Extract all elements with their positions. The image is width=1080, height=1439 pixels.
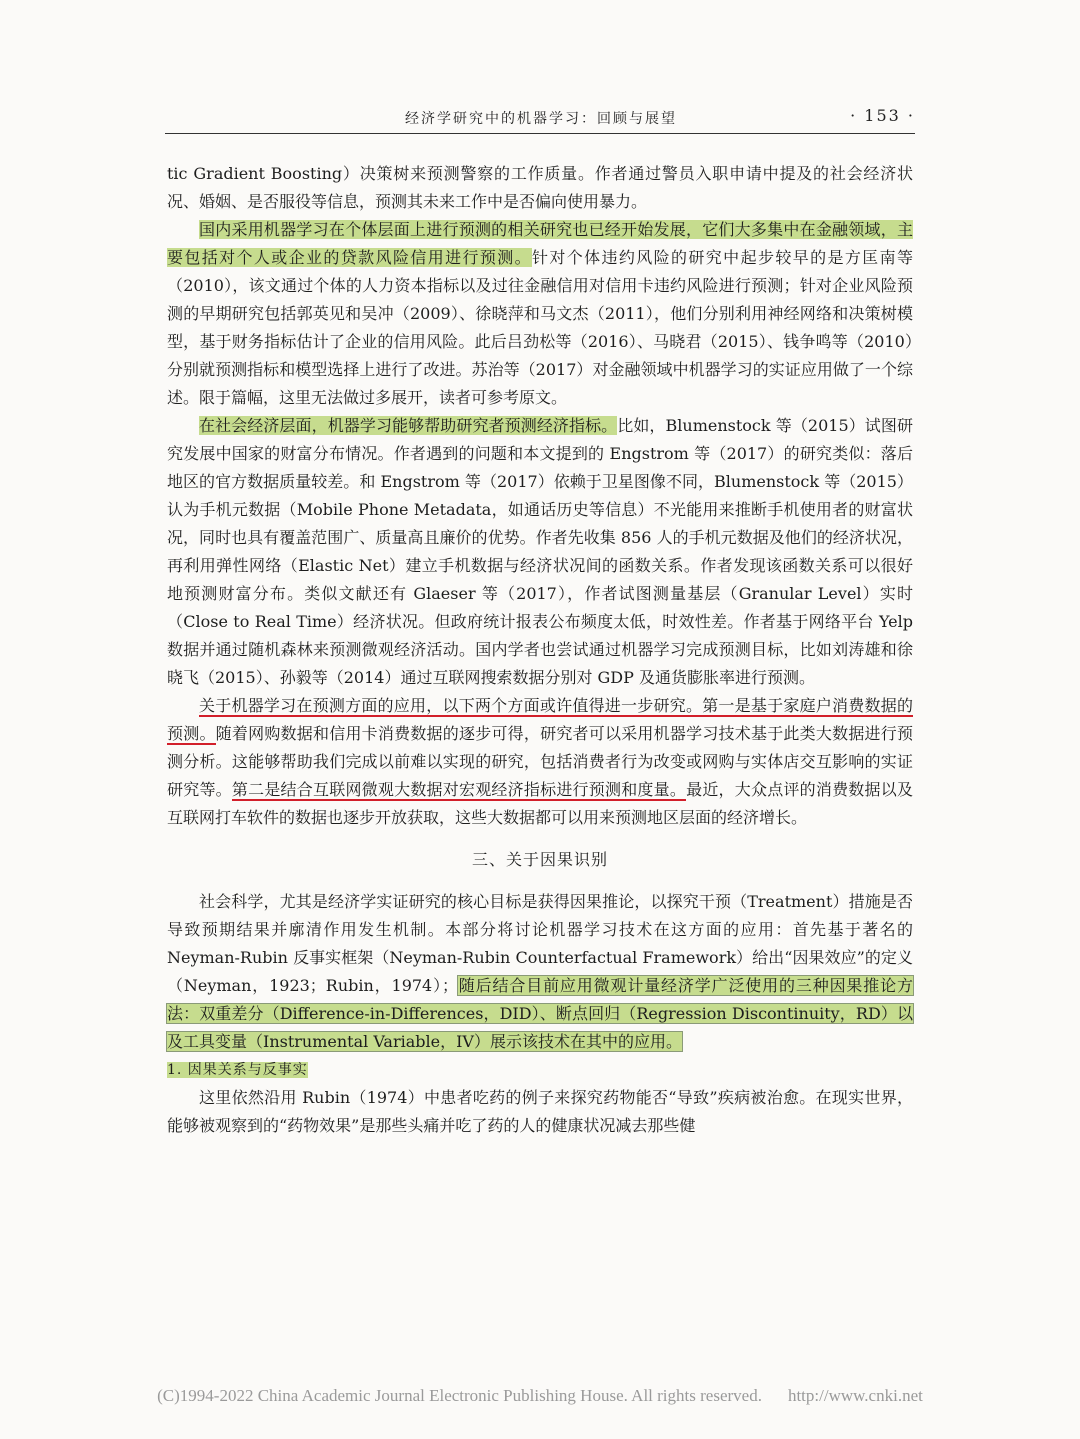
paragraph-text: 这里依然沿用 Rubin（1974）中患者吃药的例子来探究药物能否“导致”疾病被治愈。在现实世界，能够被观察到的“药物效果”是那些头痛并吃了药的人的健康状况减去那些健	[167, 1088, 913, 1135]
footer-url: http://www.cnki.net	[787, 1386, 923, 1405]
paragraph-text: 社会科学，尤其是经济学实证研究的核心目标是获得因果推论，以探究干预（Treatment）措施是否导致预期结果并廓清作用发生机制。本部分将讨论机器学习技术在这方面的应用：首先基于著名的 Neyman-Rubin 反事实框架（Neyman-Rubin Counterfactual Framework）给出“因果效应”的定义（Neyman，1923；Rubin，1974）；	[167, 892, 913, 995]
subsection-title-text: 1. 因果关系与反事实	[167, 1062, 308, 1078]
paragraph-text: 比如，Blumenstock 等（2015）试图研究发展中国家的财富分布情况。作者遇到的问题和本文提到的 Engstrom 等（2017）的研究类似：落后地区的官方数据质量较差。和 Engstrom 等（2017）依赖于卫星图像不同，Blumenstock 等（2015）认为手机元数据（Mobile Phone Metadata，如通话历史等信息）不光能用来推断手机使用者的财富状况，同时也具有覆盖范围广、质量高且廉价的优势。作者先收集 856 人的手机元数据及他们的经济状况，再利用弹性网络（Elastic Net）建立手机数据与经济状况间的函数关系。作者发现该函数关系可以很好地预测财富分布。类似文献还有 Glaeser 等（2017），作者试图测量基层（Granular Level）实时（Close to Real Time）经济状况。但政府统计报表公布频度太低，时效性差。作者基于网络平台 Yelp 数据并通过随机森林来预测微观经济活动。国内学者也尝试通过机器学习完成预测目标，比如刘涛雄和徐晓飞（2015）、孙毅等（2014）通过互联网搜索数据分别对 GDP 及通货膨胀率进行预测。	[167, 416, 913, 687]
header-rule	[165, 133, 915, 134]
running-header	[165, 104, 915, 132]
paragraph-text: 针对个体违约风险的研究中起步较早的是方匡南等（2010），该文通过个体的人力资本指标以及过往金融信用对信用卡违约风险进行预测；针对企业风险预测的早期研究包括郭英见和吴冲（2009）、徐晓萍和马文杰（2011），他们分别利用神经网络和决策树模型，基于财务指标估计了企业的信用风险。此后吕劲松等（2016）、马晓君（2015）、钱争鸣等（2010）分别就预测指标和模型选择上进行了改进。苏治等（2017）对金融领域中机器学习的实证应用做了一个综述。限于篇幅，这里无法做过多展开，读者可参考原文。	[167, 248, 913, 407]
running-title: 经济学研究中的机器学习：回顾与展望	[405, 111, 677, 127]
highlighted-text: 在社会经济层面，机器学习能够帮助研究者预测经济指标。	[199, 416, 618, 435]
copyright-text: (C)1994-2022 China Academic Journal Electronic Publishing House. All rights reserved.	[157, 1386, 762, 1405]
paragraph-police-prediction	[167, 160, 913, 216]
page-number: · 153 ·	[850, 106, 915, 125]
paragraph-domestic-finance	[167, 216, 913, 412]
paragraph-causal-intro	[167, 888, 913, 1056]
highlighted-text: 随后结合目前应用微观计量经济学广泛使用的三种因果推论方法：双重差分（Difference-in-Differences，DID）、断点回归（Regression Discontinuity，RD）以及工具变量（Instrumental Variable，IV）展示该技术在其中的应用。	[167, 976, 913, 1051]
paragraph-text: tic Gradient Boosting）决策树来预测警察的工作质量。作者通过警员入职申请中提及的社会经济状况、婚姻、是否服役等信息，预测其未来工作中是否偏向使用暴力。	[167, 164, 913, 211]
copyright-footer	[0, 1386, 1080, 1406]
underlined-text: 关于机器学习在预测方面的应用，以下两个方面或许值得进一步研究。第一是基于家庭户消费数据的预测。	[167, 696, 913, 743]
article-body	[167, 160, 913, 1140]
paragraph-socioeconomic	[167, 412, 913, 692]
highlighted-text: 国内采用机器学习在个体层面上进行预测的相关研究也已经开始发展，它们大多集中在金融领域，主要包括对个人或企业的贷款风险信用进行预测。	[167, 220, 913, 267]
underlined-text: 第二是结合互联网微观大数据对宏观经济指标进行预测和度量。	[231, 780, 687, 799]
paragraph-future-directions	[167, 692, 913, 832]
subsection-title	[167, 1056, 913, 1084]
paragraph-counterfactual	[167, 1084, 913, 1140]
paragraph-text: 最近，大众点评的消费数据以及互联网打车软件的数据也逐步开放获取，这些大数据都可以用来预测地区层面的经济增长。	[167, 780, 913, 827]
section-title: 三、关于因果识别	[471, 850, 608, 869]
paragraph-text: 随着网购数据和信用卡消费数据的逐步可得，研究者可以采用机器学习技术基于此类大数据进行预测分析。这能够帮助我们完成以前难以实现的研究，包括消费者行为改变或网购与实体店交互影响的实证研究等。	[167, 724, 913, 799]
